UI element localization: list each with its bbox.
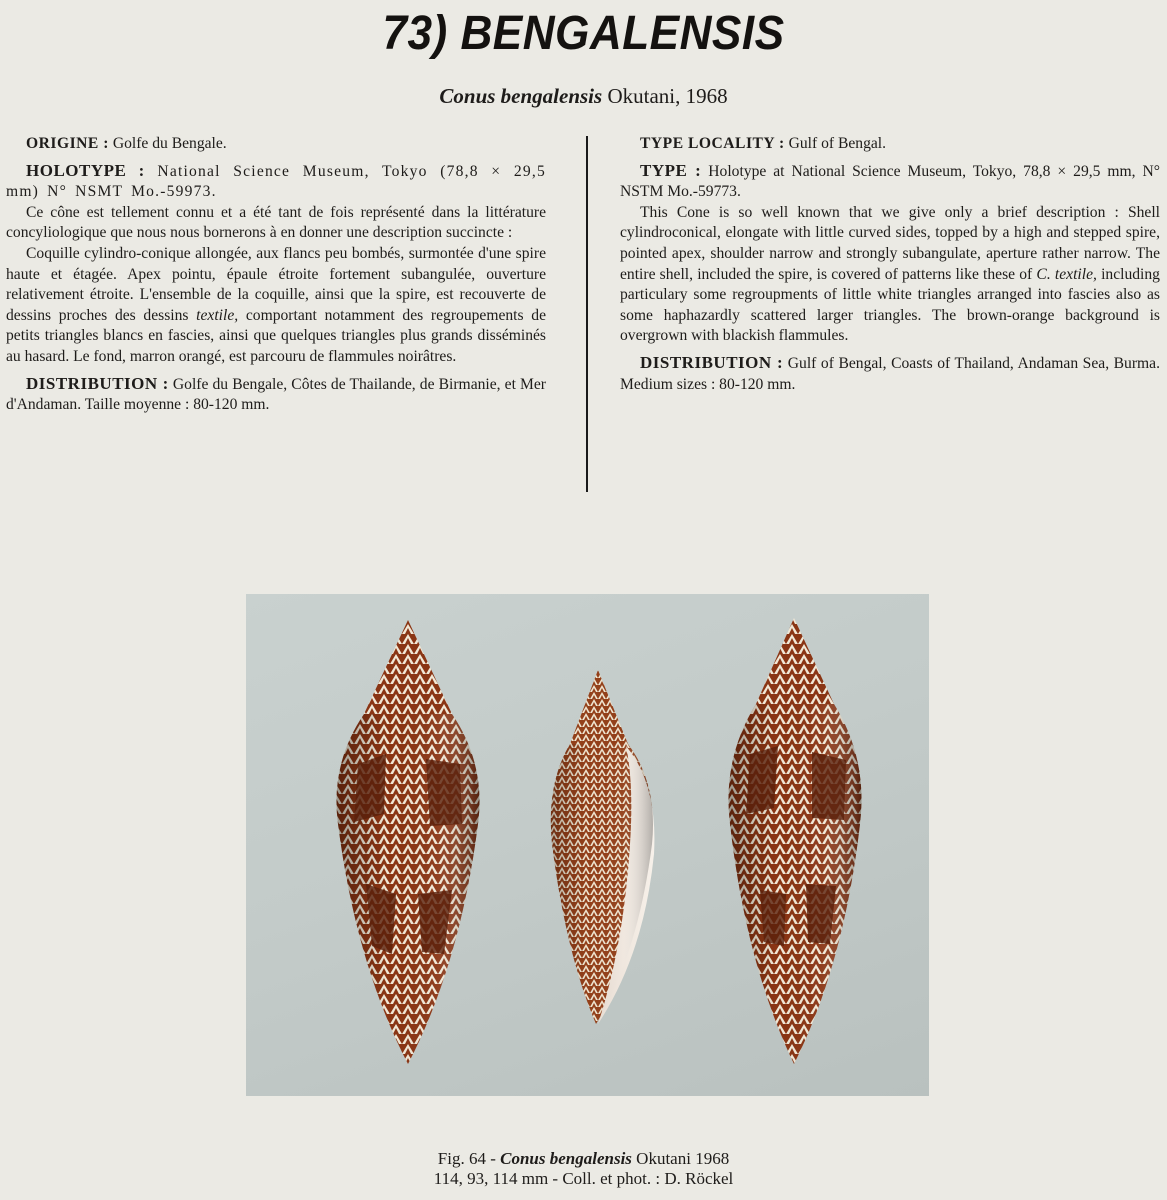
french-desc-part2: comportant notamment des regroupements de petits triangles blancs en fascies, ainsi que quelques triangles plus grands disséminés au hasard. Le fond, marron orangé, est parcouru de flammules noirâtres. [6, 306, 546, 365]
french-distribution-label: DISTRIBUTION : [26, 373, 169, 393]
shell-right [728, 618, 861, 1064]
english-description [620, 203, 1160, 347]
column-divider [586, 136, 588, 492]
species-heading [0, 84, 1167, 109]
french-column [6, 134, 546, 416]
locality-paragraph [620, 134, 1160, 155]
holotype-label: HOLOTYPE : [26, 160, 145, 180]
french-intro: Ce cône est tellement connu et a été tant de fois représenté dans la littérature concyliologique que nous nous bornerons à en donner une description succincte : [6, 203, 546, 242]
caption-line-2: 114, 93, 114 mm - Coll. et phot. : D. Röckel [433, 1169, 734, 1188]
english-desc-part2: including particulary some regroupments of little white triangles arranged into fascies also as some haphazardly scattered larger triangles. The brown-orange background is overgrown with blackish flammules. [620, 265, 1160, 345]
french-desc-part1: Coquille cylindro-conique allongée, aux flancs peu bombés, surmontée d'une spire haute et étagée. Apex pointu, épaule étroite fortement subangulée, ouverture relativement étroite. L'ensemble de la coquille, ainsi que la spire, est recouverte de dessins proches des dessins [6, 244, 546, 324]
type-label: TYPE : [640, 160, 702, 180]
french-description [6, 244, 546, 368]
caption-prefix: Fig. 64 - [437, 1149, 501, 1168]
holotype-paragraph [6, 161, 546, 203]
type-text: Holotype at National Science Museum, Tokyo, 78,8 × 29,5 mm, N° NSTM Mo.-59773. [620, 162, 1160, 201]
french-distribution-text: Golfe du Bengale, Côtes de Thailande, de Birmanie, et Mer d'Andaman. Taille moyenne : 80-120 mm. [6, 375, 547, 414]
shell-middle [551, 670, 655, 1024]
species-name: Conus bengalensis [439, 84, 603, 108]
origine-label: ORIGINE : [26, 135, 109, 152]
species-author-year: Okutani, 1968 [602, 84, 728, 108]
locality-text: Gulf of Bengal. [784, 135, 887, 152]
english-distribution-text: Gulf of Bengal, Coasts of Thailand, Andaman Sea, Burma. Medium sizes : 80-120 mm. [620, 354, 1160, 393]
caption-suffix: Okutani 1968 [631, 1149, 730, 1168]
english-distribution [620, 353, 1160, 395]
english-desc-part1: This Cone is so well known that we give only a brief description : Shell cylindroconical, elongate with little curved sides, topped by a high and stepped spire, pointed apex, shoulder narrow and strongly subangulate, aperture rather narrow. The entire shell, included the spire, is covered of patterns like these of [620, 203, 1160, 283]
caption-line-1 [0, 1149, 1167, 1169]
figure-caption [0, 1149, 1167, 1189]
english-desc-italic: C. textile, [1036, 265, 1097, 283]
french-distribution [6, 374, 546, 416]
locality-label: TYPE LOCALITY : [640, 135, 785, 152]
caption-species: Conus bengalensis [500, 1149, 632, 1168]
holotype-text: National Science Museum, Tokyo (78,8 × 29,5 mm) N° NSMT Mo.-59973. [6, 162, 547, 201]
origine-text: Golfe du Bengale. [108, 135, 227, 152]
page-title: 73) BENGALENSIS [382, 7, 785, 60]
origine-paragraph [6, 134, 546, 155]
shell-photograph [246, 594, 929, 1096]
english-distribution-label: DISTRIBUTION : [640, 352, 784, 372]
french-desc-italic: textile, [196, 306, 239, 324]
shell-left [336, 620, 479, 1064]
english-column [620, 134, 1160, 395]
type-paragraph [620, 161, 1160, 203]
